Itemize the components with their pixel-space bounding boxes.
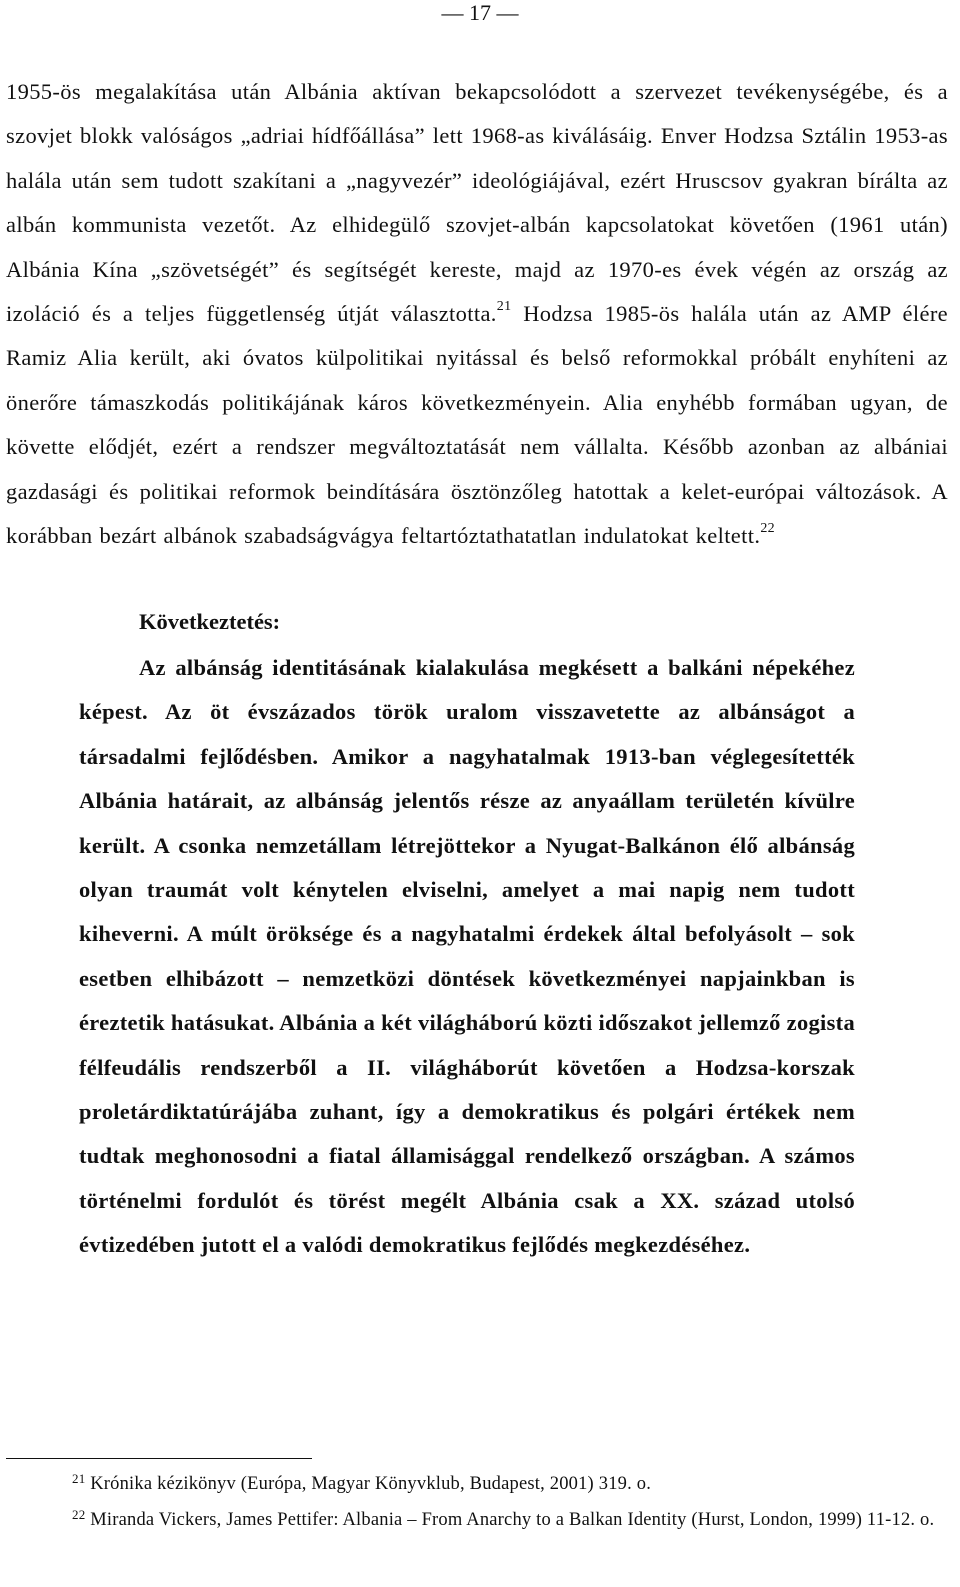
body-paragraph bbox=[6, 70, 948, 558]
footnote-ref-21[interactable]: 21 bbox=[496, 298, 512, 314]
footnote-number: 22 bbox=[72, 1507, 86, 1522]
footnote-21 bbox=[6, 1466, 948, 1503]
body-text-part-2: Hodzsa 1985-ös halála után az AMP élére Ramiz Alia került, aki óvatos külpolitikai nyitással és belső reformokkal próbált enyhíteni az önerőre támaszkodás politikájának káros következményein. Alia enyhébb formában ugyan, de követte elődjét, ezért a rendszer megváltoztatását nem vállalta. Később azonban az albániai gazdasági és politikai reformok beindítására ösztönzőleg hatottak a kelet-európai változások. A korábban bezárt albánok szabadságvágya feltartóztathatatlan indulatokat keltett. bbox=[6, 301, 948, 549]
footnote-separator bbox=[6, 1458, 312, 1459]
body-text-part-1: 1955-ös megalakítása után Albánia aktívan bekapcsolódott a szervezet tevékenységébe, és a szovjet blokk valóságos „adriai hídfőállása” lett 1968-as kiválásáig. Enver Hodzsa Sztálin 1953-as halála után sem tudott szakítani a „nagyvezér” ideológiájával, ezért Hruscsov gyakran bírálta az albán kommunista vezetőt. Az elhidegülő szovjet-albán kapcsolatokat követően (1961 után) Albánia Kína „szövetségét” és segítségét kereste, majd az 1970-es évek végén az ország az izoláció és a teljes függetlenség útját választotta. bbox=[6, 79, 948, 327]
footnote-text: Miranda Vickers, James Pettifer: Albania – From Anarchy to a Balkan Identity (Hurst, London, 1999) 11-12. o. bbox=[90, 1510, 935, 1530]
footnote-text: Krónika kézikönyv (Európa, Magyar Könyvklub, Budapest, 2001) 319. o. bbox=[90, 1474, 652, 1494]
page-number: — 17 — bbox=[441, 0, 519, 25]
conclusion-heading: Következtetés: bbox=[139, 609, 281, 634]
footnote-22 bbox=[6, 1502, 948, 1539]
conclusion-paragraph: Az albánság identitásának kialakulása megkésett a balkáni népekéhez képest. Az öt évszázados török uralom visszavetette az albánságot a társadalmi fejlődésben. Amikor a nagyhatalmak 1913-ban véglegesítették Albánia határait, az albánság jelentős része az anyaállam területén kívülre került. A csonka nemzetállam létrejöttekor a Nyugat-Balkánon élő albánság olyan traumát volt kénytelen elviselni, amelyet a mai napig nem tudott kiheverni. A múlt öröksége és a nagyhatalmi érdekek által befolyásolt – sok esetben elhibázott – nemzetközi döntések következményei napjainkban is éreztetik hatásukat. Albánia a két világháború közti időszakot jellemző zogista félfeudális rendszerből a II. világháborút követően a Hodzsa-korszak proletárdiktatúrájába zuhant, így a demokratikus és polgári értékek nem tudtak meghonosodni a fiatal államisággal rendelkező országban. A számos történelmi fordulót és törést megélt Albánia csak a XX. század utolsó évtizedében jutott el a valódi demokratikus fejlődés megkezdéséhez. bbox=[79, 655, 855, 1258]
footnote-ref-22[interactable]: 22 bbox=[760, 520, 776, 536]
footnote-number: 21 bbox=[72, 1471, 86, 1486]
